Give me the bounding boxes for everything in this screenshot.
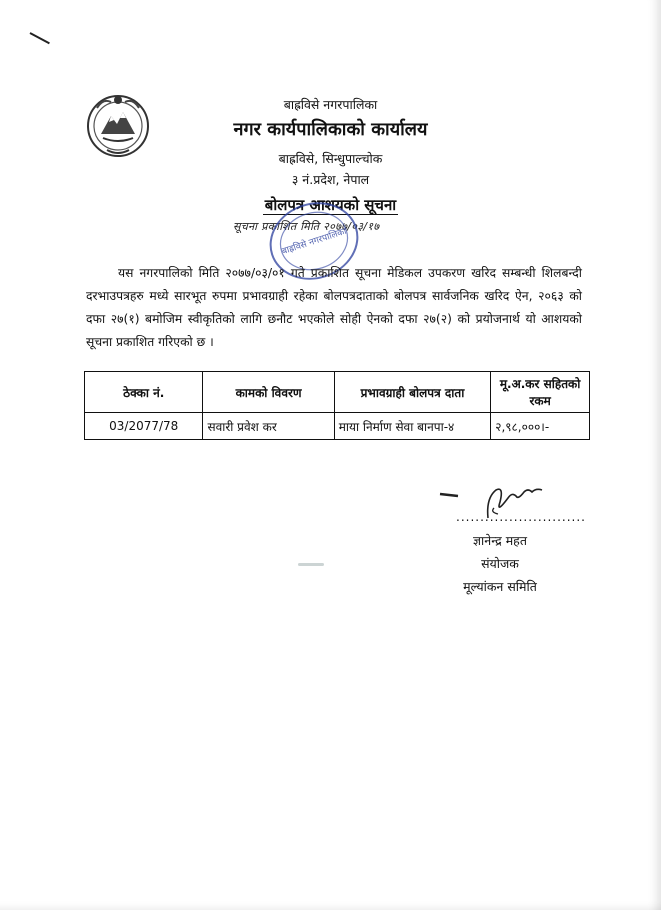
col-work-description: कामको विवरण <box>203 372 334 413</box>
municipality-name: बाह्रविसे नगरपालिका <box>283 97 378 112</box>
office-address: बाह्रविसे, सिन्धुपाल्चोक <box>278 151 383 166</box>
col-contract-no: ठेक्का नं. <box>85 372 203 413</box>
col-amount: मू.अ.कर सहितको रकम <box>491 372 590 413</box>
signer-name: ज्ञानेन्द्र महत <box>473 533 527 548</box>
signature-line: ........................... <box>456 510 586 524</box>
notice-title-text: बोलपत्र आशयको सूचना <box>264 196 397 214</box>
table-header-row <box>85 372 590 413</box>
cell-bidder: माया निर्माण सेवा बानपा-४ <box>334 413 491 440</box>
stamp-text: बाह्रविसे नगरपालिका <box>280 226 348 258</box>
signer-role: संयोजक <box>481 556 519 571</box>
office-title: नगर कार्यपालिकाको कार्यालय <box>233 119 428 140</box>
scan-smudge <box>298 563 324 566</box>
cell-contract-no: 03/2077/78 <box>85 413 203 440</box>
col-bidder: प्रभावग्राही बोलपत्र दाता <box>334 372 491 413</box>
province-line: ३ नं.प्रदेश, नेपाल <box>291 172 370 187</box>
table-row <box>85 413 590 440</box>
notice-body: यस नगरपालिको मिति २०७७/०३/०१ गते प्रकाशित सूचना मेडिकल उपकरण खरिद सम्बन्धी शिलबन्दी दरभाउपत्रहरु मध्ये सारभूत रुपमा प्रभावग्राही रहेका बोलपत्रदाताको बोलपत्र सार्वजनिक खरिद ऐन, २०६३ को दफा २७(१) बमोजिम स्वीकृतिको लागि छनौट भएकोले सोही ऐनको दफा २७(२) को प्रयोजनार्थ यो आशयको सूचना प्रकाशित गरिएको छ । <box>86 266 582 349</box>
cell-work-description: सवारी प्रवेश कर <box>203 413 334 440</box>
scan-mark <box>30 32 50 44</box>
cell-amount: २,९८,०००।- <box>491 413 590 440</box>
bid-table <box>84 371 590 440</box>
notice-date: सूचना प्रकाशित मिति २०७७/०३/१७ <box>233 220 380 233</box>
committee-name: मूल्यांकन समिति <box>463 579 537 594</box>
